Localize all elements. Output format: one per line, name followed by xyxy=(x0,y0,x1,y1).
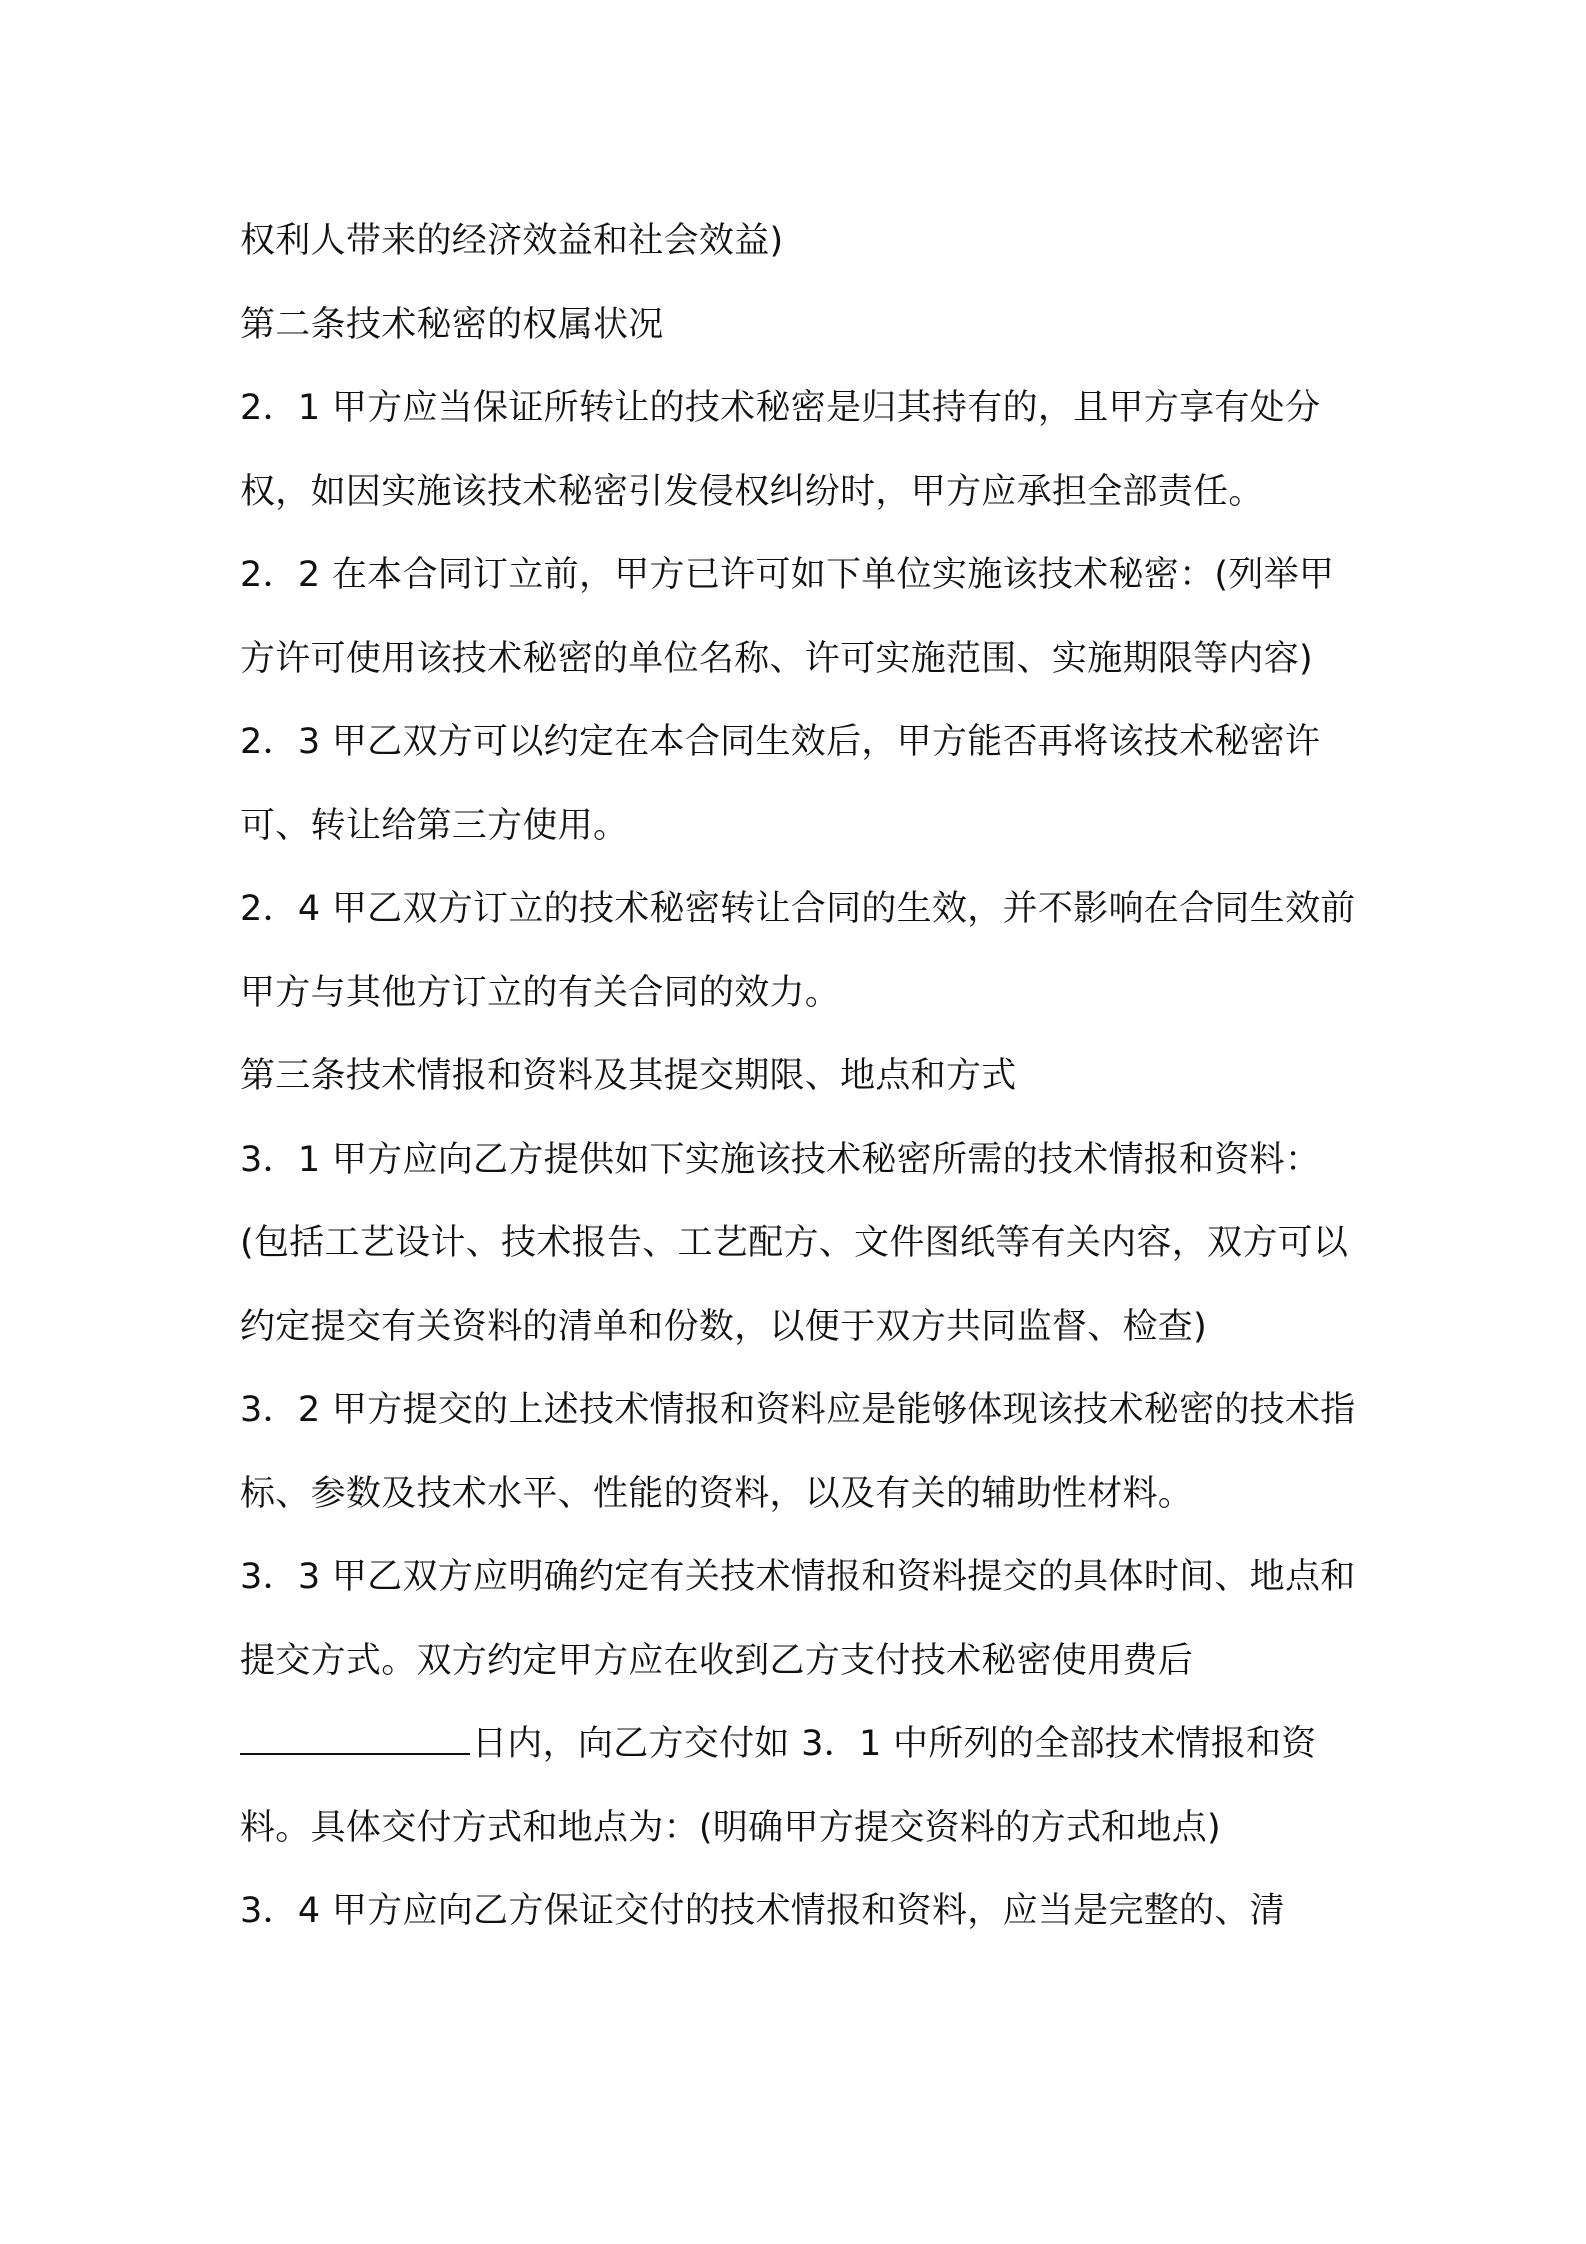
paragraph: 2．3 甲乙双方可以约定在本合同生效后，甲方能否再将该技术秘密许可、转让给第三方使用。 xyxy=(240,722,1321,846)
paragraph: 3．1 甲方应向乙方提供如下实施该技术秘密所需的技术情报和资料：(包括工艺设计、技术报告、工艺配方、文件图纸等有关内容，双方可以约定提交有关资料的清单和份数，以便于双方共同监督、检查) xyxy=(240,1139,1349,1347)
paragraph: 2．4 甲乙双方订立的技术秘密转让合同的生效，并不影响在合同生效前甲方与其他方订立的有关合同的效力。 xyxy=(240,889,1356,1013)
section-heading: 第三条技术情报和资料及其提交期限、地点和方式 xyxy=(240,1056,1017,1096)
paragraph: 3．4 甲方应向乙方保证交付的技术情报和资料，应当是完整的、清 xyxy=(240,1891,1285,1931)
fill-in-blank xyxy=(240,1713,470,1755)
paragraph xyxy=(240,1536,1360,1870)
paragraph: 2．1 甲方应当保证所转让的技术秘密是归其持有的，且甲方享有处分权，如因实施该技术秘密引发侵权纠纷时，甲方应承担全部责任。 xyxy=(240,388,1321,512)
document-body xyxy=(240,200,1360,1954)
paragraph-text: 日内，向乙方交付如 3．1 中所列的全部技术情报和资料。具体交付方式和地点为：(明确甲方提交资料的方式和地点) xyxy=(240,1724,1317,1848)
paragraph: 权利人带来的经济效益和社会效益) xyxy=(240,221,784,261)
paragraph: 2．2 在本合同订立前，甲方已许可如下单位实施该技术秘密：(列举甲方许可使用该技术秘密的单位名称、许可实施范围、实施期限等内容) xyxy=(240,555,1335,679)
paragraph: 3．2 甲方提交的上述技术情报和资料应是能够体现该技术秘密的技术指标、参数及技术水平、性能的资料，以及有关的辅助性材料。 xyxy=(240,1390,1356,1514)
section-heading: 第二条技术秘密的权属状况 xyxy=(240,304,664,345)
paragraph-text: 3．3 甲乙双方应明确约定有关技术情报和资料提交的具体时间、地点和提交方式。双方约定甲方应在收到乙方支付技术秘密使用费后 xyxy=(240,1557,1356,1681)
